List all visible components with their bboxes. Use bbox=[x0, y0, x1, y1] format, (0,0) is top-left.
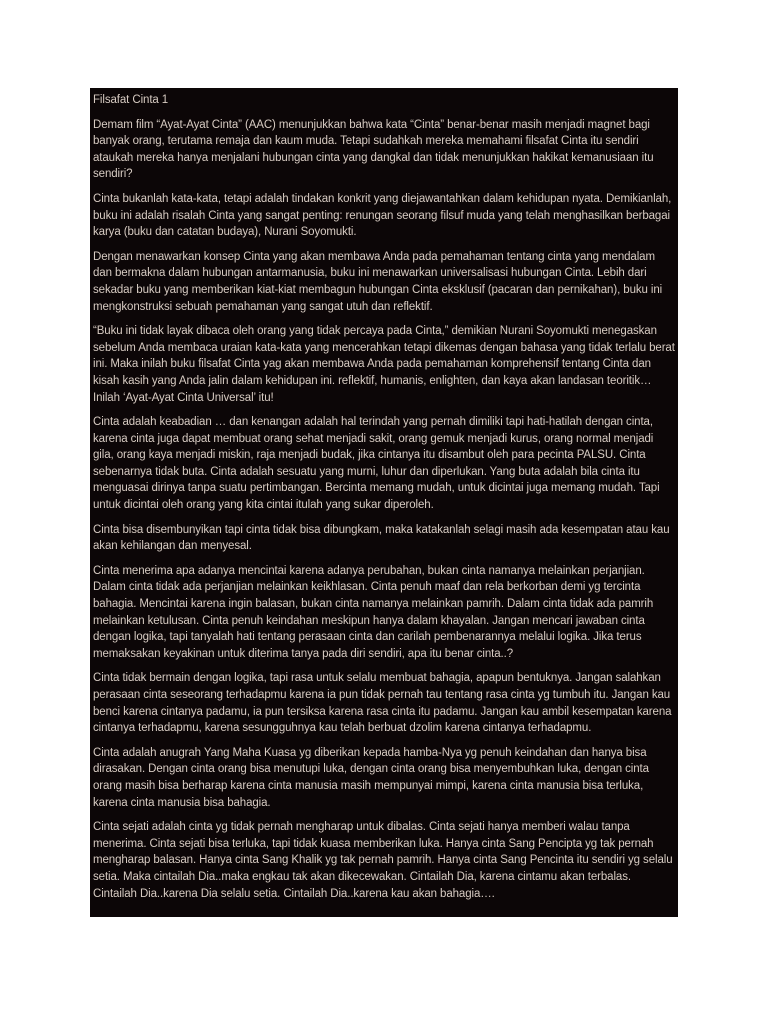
paragraph-7: Cinta menerima apa adanya mencintai karena adanya perubahan, bukan cinta namanya melainkan perjanjian. Dalam cinta tidak ada perjanjian melainkan keikhlasan. Cinta penuh maaf dan rela berkorban demi yg tercinta bahagia. Mencintai karena ingin balasan, bukan cinta namanya melainkan pamrih. Dalam cinta tidak ada pamrih melainkan ketulusan. Cinta penuh keindahan meskipun hanya dalam khayalan. Jangan mencari jawaban cinta dengan logika, tapi tanyalah hati tentang perasaan cinta dan carilah pembenarannya melalui logika. Jika terus memaksakan keyakinan untuk diterima tanya pada diri sendiri, apa itu benar cinta..? bbox=[93, 564, 654, 660]
paragraph-2: Cinta bukanlah kata-kata, tetapi adalah tindakan konkrit yang diejawantahkan dalam kehidupan nyata. Demikianlah, buku ini adalah risalah Cinta yang sangat penting: renungan seorang filsuf muda yang telah menghasilkan berbagai karya (buku dan catatan budaya), Nurani Soyomukti. bbox=[93, 192, 672, 239]
document-title: Filsafat Cinta 1 bbox=[93, 94, 169, 106]
paragraph-1: Demam film “Ayat-Ayat Cinta” (AAC) menunjukkan bahwa kata “Cinta” benar-benar masih menjadi magnet bagi banyak orang, terutama remaja dan kaum muda. Tetapi sudahkah mereka memahami filsafat Cinta itu sendiri ataukah mereka hanya menjalani hubungan cinta yang dangkal dan tidak menunjukkan hakikat kemanusiaan itu sendiri? bbox=[93, 118, 654, 181]
paragraph-10: Cinta sejati adalah cinta yg tidak pernah mengharap untuk dibalas. Cinta sejati hanya memberi walau tanpa menerima. Cinta sejati bisa terluka, tapi tidak kuasa memberikan luka. Hanya cinta Sang Pencipta yg tak pernah mengharap balasan. Hanya cinta Sang Khalik yg tak pernah pamrih. Hanya cinta Sang Pencinta itu sendiri yg selalu setia. Maka cintailah Dia..maka engkau tak akan dikecewakan. Cintailah Dia, karena cintamu akan terbalas. Cintailah Dia..karena Dia selalu setia. Cintailah Dia..karena kau akan bahagia…. bbox=[93, 821, 673, 900]
paragraph-9: Cinta adalah anugrah Yang Maha Kuasa yg diberikan kepada hamba-Nya yg penuh keindahan dan hanya bisa dirasakan. Dengan cinta orang bisa menutupi luka, dengan cinta orang bisa menyembuhkan luka, dengan cinta orang masih bisa berharap karena cinta manusia masih mempunyai mimpi, karena cinta manusia bisa terluka, karena cinta manusia bisa bahagia. bbox=[93, 746, 649, 809]
paragraph-4: “Buku ini tidak layak dibaca oleh orang yang tidak percaya pada Cinta,” demikian Nurani Soyomukti menegaskan sebelum Anda membaca uraian kata-kata yang mencerahkan tetapi dikemas dengan bahasa yang tidak terlalu berat ini. Maka inilah buku filsafat Cinta yag akan membawa Anda pada pemahaman komprehensif tentang Cinta dan kisah kasih yang Anda jalin dalam kehidupan ini. reflektif, humanis, enlighten, dan kaya akan landasan teoritik… Inilah ‘Ayat-Ayat Cinta Universal’ itu! bbox=[93, 325, 675, 404]
document-page bbox=[90, 88, 678, 917]
paragraph-3: Dengan menawarkan konsep Cinta yang akan membawa Anda pada pemahaman tentang cinta yang mendalam dan bermakna dalam hubungan antarmanusia, buku ini menawarkan universalisasi hubungan Cinta. Lebih dari sekadar buku yang memberikan kiat-kiat membagun hubungan Cinta eksklusif (pacaran dan pernikahan), buku ini mengkonstruksi sebuah pemahaman yang sangat utuh dan reflektif. bbox=[93, 250, 663, 313]
paragraph-8: Cinta tidak bermain dengan logika, tapi rasa untuk selalu membuat bahagia, apapun bentuknya. Jangan salahkan perasaan cinta seseorang terhadapmu karena ia pun tidak pernah tau tentang rasa cinta yg tumbuh itu. Jangan kau benci karena cintanya padamu, ia pun tersiksa karena rasa cinta itu padamu. Jangan kau ambil kesempatan karena cintanya terhadapmu, karena sesungguhnya kau telah berbuat dzolim karena cintanya terhadapmu. bbox=[93, 672, 672, 735]
paragraph-5: Cinta adalah keabadian … dan kenangan adalah hal terindah yang pernah dimiliki tapi hati-hatilah dengan cinta, karena cinta juga dapat membuat orang sehat menjadi sakit, orang gemuk menjadi kurus, orang normal menjadi gila, orang kaya menjadi miskin, raja menjadi budak, jika cintanya itu disambut oleh para pecinta PALSU. Cinta sebenarnya tidak buta. Cinta adalah sesuatu yang murni, luhur dan diperlukan. Yang buta adalah bila cinta itu menguasai dirinya tanpa suatu pertimbangan. Bercinta memang mudah, untuk dicintai juga memang mudah. Tapi untuk dicintai oleh orang yang kita cintai itulah yang sukar diperoleh. bbox=[93, 416, 660, 512]
paragraph-6: Cinta bisa disembunyikan tapi cinta tidak bisa dibungkam, maka katakanlah selagi masih ada kesempatan atau kau akan kehilangan dan menyesal. bbox=[93, 523, 670, 553]
